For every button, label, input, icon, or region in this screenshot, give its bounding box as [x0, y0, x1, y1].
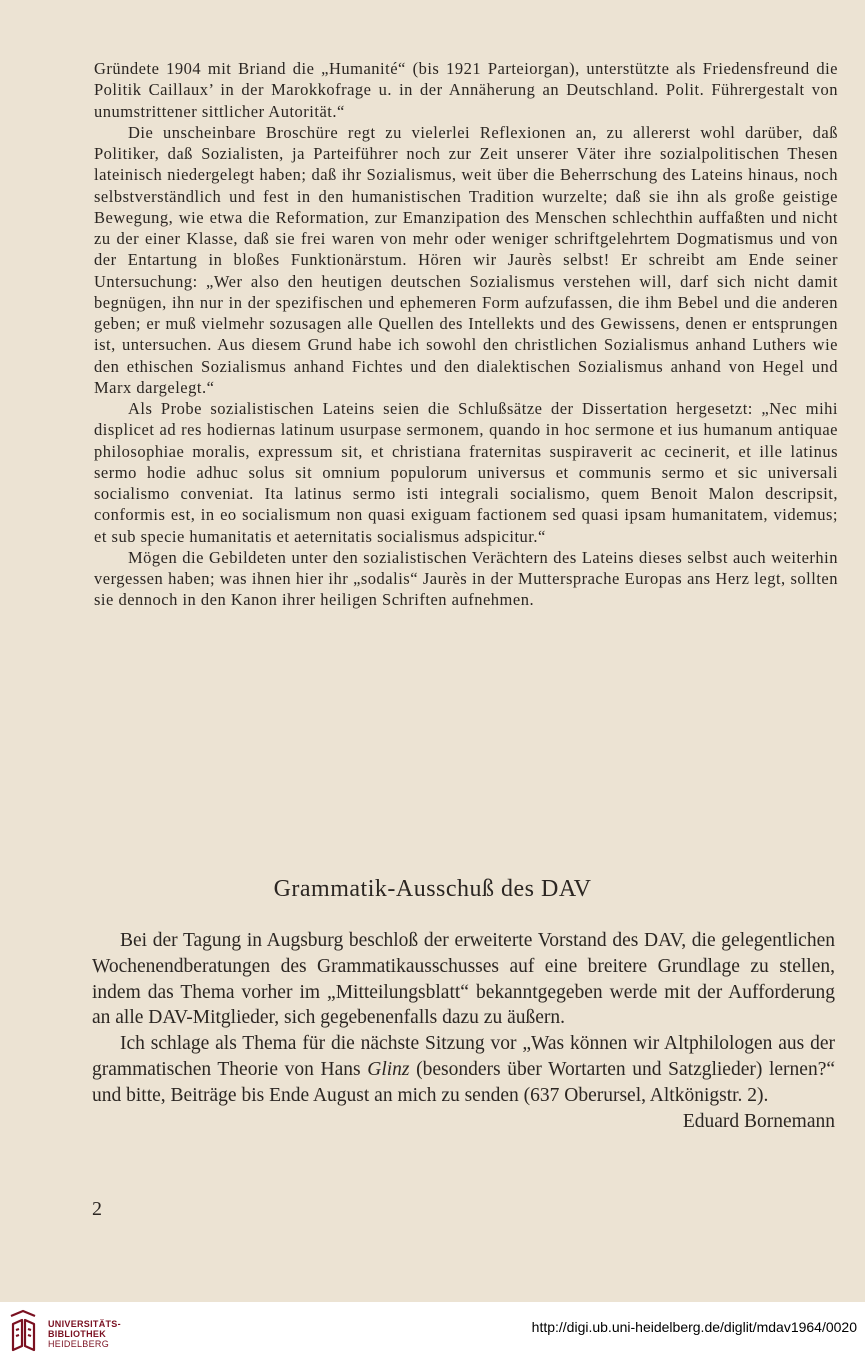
source-url-link[interactable]: http://digi.ub.uni-heidelberg.de/diglit/mdav1964/0020	[531, 1319, 857, 1335]
paragraph-text: (besonders über Wortarten und Satzglieder) lernen?“ und bitte, Beiträge bis Ende August an mich zu senden (637 Oberursel, Altkönigstr. 2).	[92, 1058, 836, 1106]
library-name	[48, 1319, 121, 1349]
footer-bar	[0, 1302, 865, 1364]
section-heading: Grammatik-Ausschuß des DAV	[273, 876, 592, 902]
paragraph: Bei der Tagung in Augsburg beschloß der erweiterte Vorstand des DAV, die gelegentlichen Wochenendberatungen des Grammatikausschusses auf eine breitere Grundlage zu stellen, indem das Thema vorher im „Mitteilungsblatt“ bekanntgegeben werde mit der Aufforderung an alle DAV-Mitglieder, sich gegebenenfalls dazu zu äußern.	[92, 930, 835, 1029]
page-number: 2	[92, 1198, 102, 1220]
library-line: BIBLIOTHEK	[48, 1329, 106, 1339]
library-line: HEIDELBERG	[48, 1339, 110, 1349]
paragraph: Als Probe sozialistischen Lateins seien die Schlußsätze der Dissertation hergesetzt: „Nec mihi displicet ad res hodiernas latinum usurpase sermonem, quando in hoc sermone et ius humanum antiquae philosophiae moralis, expressum sit, et christiana fraternitas suspiraverit ac cecinerit, et ille latinus sermo hodie adhuc solus sit omnium populorum universus et communis sermo et sic universali socialismo conveniat. Ita latinus sermo isti integrali socialismo, quem Benoit Malon descripsit, conformis est, in eo socialismum non quasi exiguam factionem sed quasi ipsam humanitatem, videmus; et sub specie humanitatis et aeternitatis socialismus adspicitur.“	[94, 399, 838, 546]
paragraph: Mögen die Gebildeten unter den sozialistischen Verächtern des Lateins dieses selbst auch weiterhin vergessen haben; was ihnen hier ihr „sodalis“ Jaurès in der Muttersprache Europas ans Herz legt, sollten sie dennoch in den Kanon ihrer heiligen Schriften aufnehmen.	[94, 547, 838, 610]
library-line: UNIVERSITÄTS-	[48, 1319, 121, 1329]
signature: Eduard Bornemann	[682, 1110, 835, 1132]
author-name: Glinz	[367, 1058, 410, 1080]
paragraph: Die unscheinbare Broschüre regt zu vielerlei Reflexionen an, zu allererst wohl darüber, daß Politiker, daß Sozialisten, ja Parteiführer noch zur Zeit unserer Väter ihre sozialpolitischen Thesen lateinisch niedergelegt haben; daß ihr Sozialismus, weit über die Beherrschung des Lateins hinaus, noch selbstverständlich und fest in den humanistischen Tradition wurzelte; daß sie ihn als große geistige Bewegung, wie etwa die Reformation, zur Emanzipation des Menschen schlechthin auffaßten und nicht zu der einer Klasse, daß sie frei waren von mehr oder weniger schriftgelehrtem Dogmatismus und von der Entartung in bloßes Funktionärstum. Hören wir Jaurès selbst! Er schreibt am Ende seiner Untersuchung: „Wer also den heutigen deutschen Sozialismus verstehen will, darf sich nicht damit begnügen, ihn nur in der spezifischen und ephemeren Form aufzufassen, die ihm Bebel und die anderen geben; er muß vielmehr sozusagen alle Quellen des Intellekts und des Gewissens, denen er entsprungen ist, untersuchen. Aus diesem Grund habe ich sowohl den christlichen Sozialismus anhand Luthers wie den ethischen Sozialismus anhand Fichtes und den dialektischen Sozialismus anhand von Hegel und Marx dargelegt.“	[94, 122, 838, 397]
paragraph	[92, 1031, 835, 1108]
paragraph-text: Ich schlage als Thema für die nächste Sitzung vor „Was können wir Altphilologen aus der grammatischen Theorie von Hans	[92, 1033, 835, 1080]
article-continuation	[94, 58, 838, 611]
announcement	[92, 928, 835, 1134]
heidelberg-library-logo-icon	[8, 1308, 38, 1354]
paragraph: Gründete 1904 mit Briand die „Humanité“ (bis 1921 Parteiorgan), unterstützte als Friedensfreund die Politik Caillaux’ in der Marokkofrage u. in der Annäherung an Deutschland. Polit. Führergestalt von unumstrittener sittlicher Autorität.“	[94, 59, 838, 121]
